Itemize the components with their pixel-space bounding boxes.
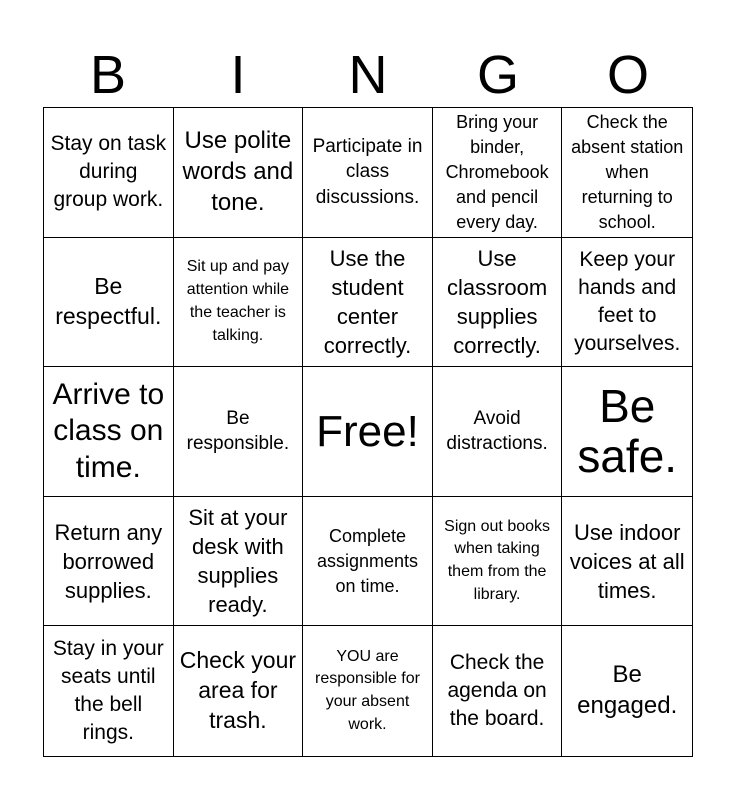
bingo-cell[interactable]: Be safe. <box>562 367 692 497</box>
bingo-cell[interactable]: Avoid distractions. <box>433 367 563 497</box>
bingo-cell[interactable]: Be responsible. <box>174 367 304 497</box>
bingo-header <box>43 40 693 108</box>
bingo-cell[interactable]: Keep your hands and feet to yourselves. <box>562 238 692 368</box>
bingo-cell[interactable]: Complete assignments on time. <box>303 497 433 627</box>
header-letter-o: O <box>606 45 649 105</box>
bingo-board <box>43 107 693 757</box>
bingo-cell[interactable]: Check the absent station when returning to school. <box>562 108 692 238</box>
bingo-cell[interactable]: Sign out books when taking them from the library. <box>433 497 563 627</box>
bingo-cell[interactable]: YOU are responsible for your absent work. <box>303 626 433 756</box>
free-space-cell[interactable]: Free! <box>303 367 433 497</box>
bingo-cell[interactable]: Be respectful. <box>44 238 174 368</box>
bingo-cell[interactable]: Participate in class discussions. <box>303 108 433 238</box>
header-letter-g: G <box>476 45 519 105</box>
bingo-cell[interactable]: Check your area for trash. <box>174 626 304 756</box>
bingo-cell[interactable]: Sit at your desk with supplies ready. <box>174 497 304 627</box>
bingo-cell[interactable]: Return any borrowed supplies. <box>44 497 174 627</box>
header-letter-i: I <box>230 45 246 105</box>
bingo-cell[interactable]: Arrive to class on time. <box>44 367 174 497</box>
header-letter-n: N <box>348 45 388 105</box>
bingo-cell[interactable]: Use classroom supplies correctly. <box>433 238 563 368</box>
bingo-cell[interactable]: Use polite words and tone. <box>174 108 304 238</box>
bingo-cell[interactable]: Be engaged. <box>577 661 678 720</box>
bingo-cell[interactable]: Use indoor voices at all times. <box>562 497 692 627</box>
bingo-cell[interactable]: Stay in your seats until the bell rings. <box>44 626 174 756</box>
bingo-cell[interactable]: Bring your binder, Chromebook and pencil every day. <box>433 108 563 238</box>
header-letter-b: B <box>89 45 127 105</box>
bingo-cell[interactable]: Use the student center correctly. <box>303 238 433 368</box>
bingo-cell[interactable]: Check the agenda on the board. <box>433 626 563 756</box>
bingo-cell[interactable]: Stay on task during group work. <box>44 108 174 238</box>
bingo-cell[interactable]: Sit up and pay attention while the teacher is talking. <box>174 238 304 368</box>
